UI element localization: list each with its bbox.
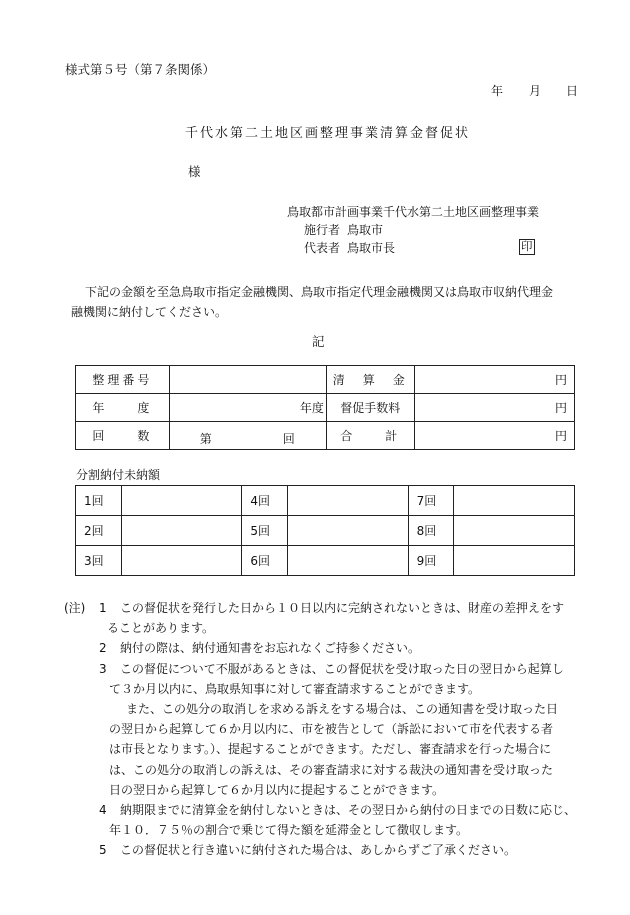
label-kaisu: 回 数 [76,422,170,450]
table-row [76,394,575,422]
note-text: 納期限までに清算金を納付しないときは、その翌日から納付の日までの日数に応じ、 [120,803,577,818]
date-year-label: 年 [491,84,504,98]
intro-paragraph [71,282,581,322]
note-text: 納付の際は、納付通知書をお忘れなくご持参ください。 [120,641,421,656]
document-title: 千代水第二土地区画整理事業清算金督促状 [185,126,471,141]
installments-table [75,485,575,576]
kaisu-kai: 回 [282,432,295,446]
note-line [64,598,594,618]
inst-label: 8回 [408,516,454,546]
date-day-label: 日 [566,84,579,98]
intro-line-1: 下記の金額を至急鳥取市指定金融機関、鳥取市指定代理金融機関又は鳥取市収納代理金 [85,285,554,299]
inst-value [288,516,409,546]
table-row [76,366,575,394]
note-number: 4 [99,803,107,818]
inst-value [121,516,242,546]
installments-title: 分割納付未納額 [76,468,161,482]
kaisu-dai: 第 [199,432,212,446]
note-text: この督促状を発行した日から１０日以内に完納されないときは、財産の差押えをす [120,601,565,615]
inst-value [288,546,409,576]
intro-line-2: 融機関に納付してください。 [71,305,228,319]
unit-tokusoku-tesuryo: 円 [414,394,574,422]
note-number: 3 [99,661,107,676]
note-number: 5 [99,843,107,858]
inst-label: 1回 [76,486,122,516]
addressee-suffix: 様 [188,164,201,179]
inst-label: 3回 [76,546,122,576]
notes-prefix: (注) [64,601,86,615]
note-text: この督促状と行き違いに納付された場合は、あしからずご了承ください。 [120,843,517,858]
note-line [64,840,594,860]
note-line: また、この処分の取消しを求める訴えをする場合は、この通知書を受け取った日 [126,702,559,717]
note-number: 2 [99,641,107,656]
table-row [76,516,575,546]
executor-value: 鳥取市 [347,223,384,237]
table-row [76,546,575,576]
note-line: の翌日から起算して６か月以内に、市を被告として（訴訟において市を代表する者 [109,722,554,737]
inst-value [121,486,242,516]
inst-value [121,546,242,576]
note-text: この督促について不服があるときは、この督促状を受け取った日の翌日から起算し [120,661,564,676]
inst-value [454,516,575,546]
inst-value [288,486,409,516]
value-kaisu [169,422,326,450]
note-line: は市長となります。）、提起することができます。ただし、審査請求を行った場合に [109,742,552,757]
label-nendo: 年 度 [76,394,170,422]
inst-label: 4回 [242,486,288,516]
inst-value [454,486,575,516]
note-line: 日の翌日から起算して６か月以内に提起することができます。 [109,782,445,797]
inst-label: 7回 [408,486,454,516]
unit-nendo: 年度 [169,394,326,422]
note-number: 1 [99,601,107,615]
note-line: て３か月以内に、鳥取県知事に対して審査請求することができます。 [109,681,481,696]
unit-seisankin: 円 [414,366,574,394]
table-row [76,486,575,516]
notes-section [64,598,594,861]
inst-label: 2回 [76,516,122,546]
inst-label: 9回 [408,546,454,576]
value-seiri-bango [169,366,326,394]
note-line: ることがあります。 [107,621,215,636]
note-line: は、この処分の取消しの訴えは、その審査請求に対する裁決の通知書を受け取った [109,762,554,777]
inst-label: 6回 [242,546,288,576]
label-seiri-bango: 整理番号 [76,366,170,394]
main-table [75,365,575,450]
form-number: 様式第５号（第７条関係） [65,62,216,77]
note-line [64,800,594,820]
representative-value: 鳥取市長 [347,241,396,255]
label-gokei: 合 計 [326,422,414,450]
note-line: 年１０．７５％の割合で乗じて得た額を延滞金として徴収します。 [109,823,469,838]
ki-heading: 記 [312,334,325,349]
date-month-label: 月 [529,84,542,98]
seal-mark: 印 [521,239,533,253]
unit-gokei: 円 [414,422,574,450]
note-line [64,638,594,658]
inst-value [454,546,575,576]
label-seisankin: 清 算 金 [326,366,414,394]
representative-label: 代表者 [304,241,341,255]
issuer-project: 鳥取都市計画事業千代水第二土地区画整理事業 [287,205,540,219]
inst-label: 5回 [242,516,288,546]
executor-label: 施行者 [304,223,341,237]
table-row [76,422,575,450]
note-line [64,659,594,679]
label-tokusoku-tesuryo: 督促手数料 [326,394,414,422]
